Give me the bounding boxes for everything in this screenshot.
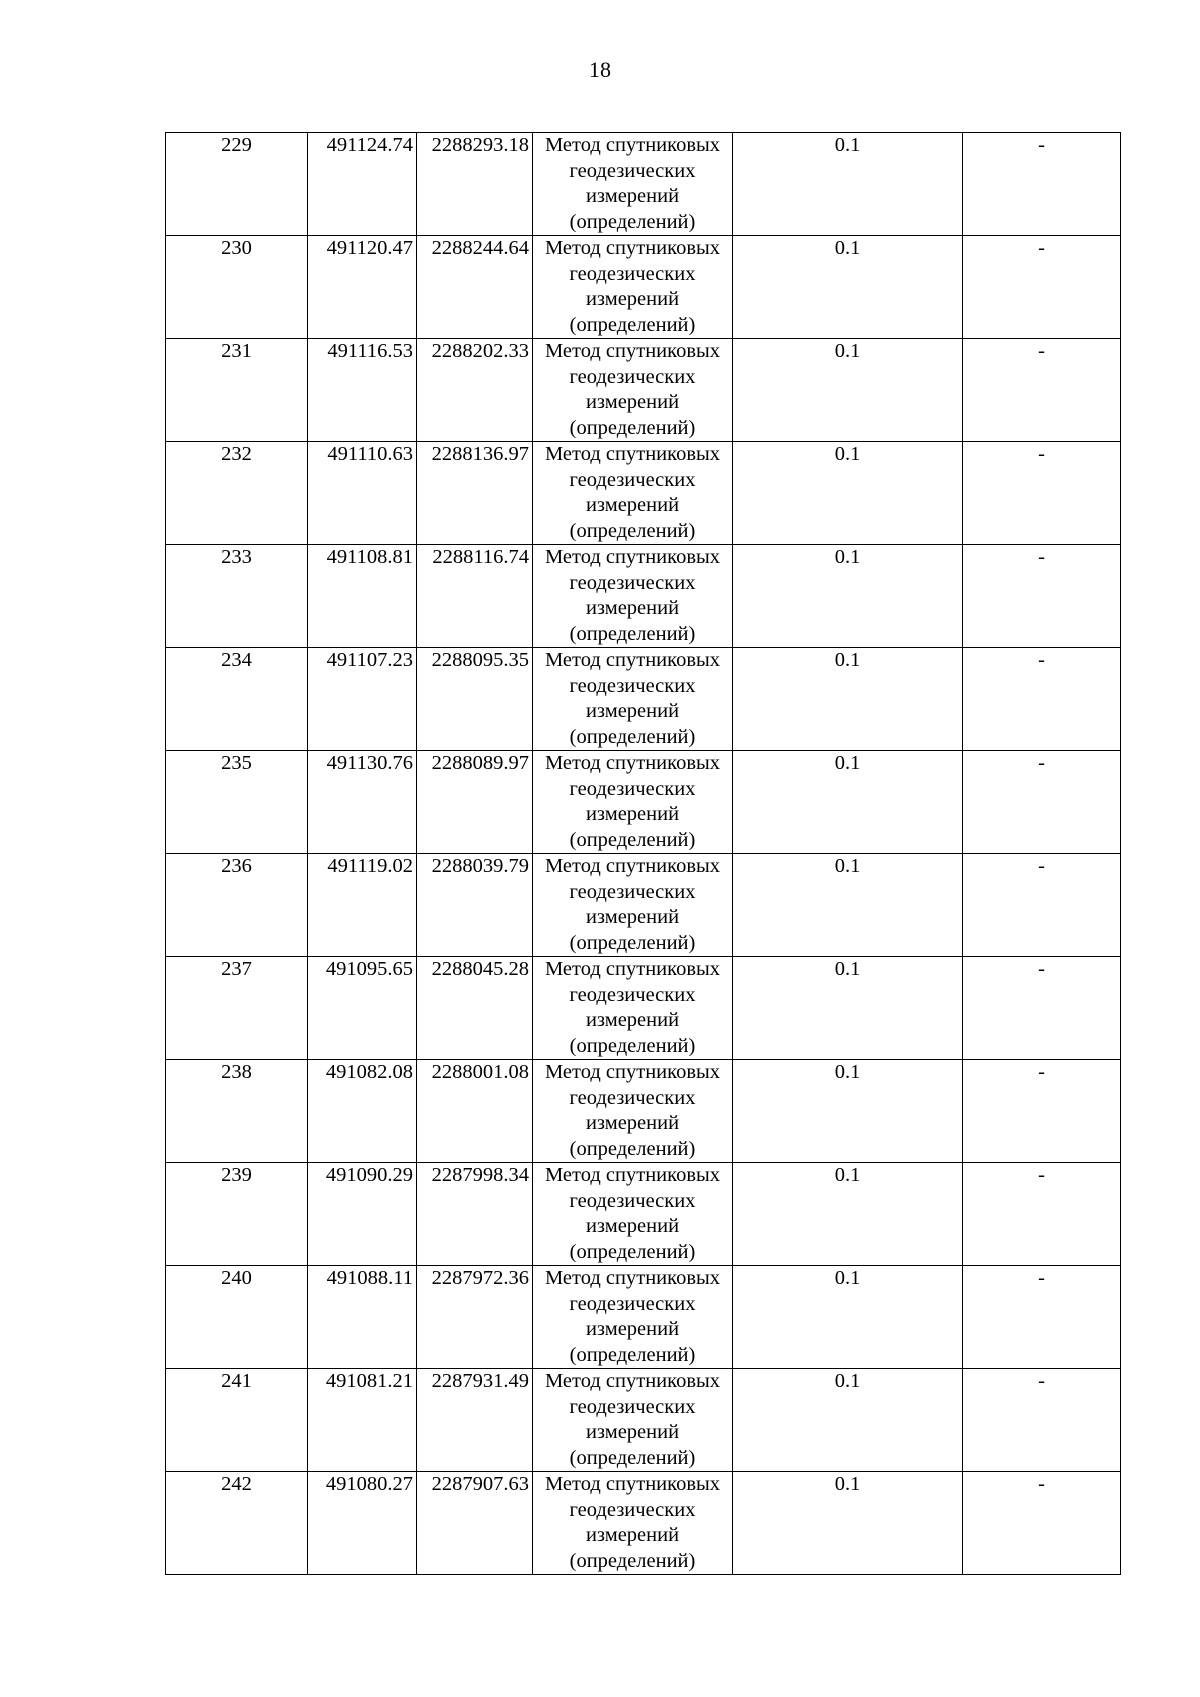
coordinates-table-body [166,133,1121,1575]
x-coordinate-cell: 491081.21 [308,1369,417,1472]
x-coordinate-cell: 491080.27 [308,1472,417,1575]
x-coordinate-cell: 491090.29 [308,1163,417,1266]
method-cell: Метод спутниковых геодезических измерений (определений) [533,751,733,854]
accuracy-cell: 0.1 [733,751,963,854]
table-row [166,1060,1121,1163]
y-coordinate-cell: 2287972.36 [417,1266,533,1369]
y-coordinate-cell: 2288293.18 [417,133,533,236]
y-coordinate-cell: 2287931.49 [417,1369,533,1472]
accuracy-cell: 0.1 [733,1060,963,1163]
table-row [166,545,1121,648]
x-coordinate-cell: 491119.02 [308,854,417,957]
accuracy-cell: 0.1 [733,133,963,236]
y-coordinate-cell: 2288089.97 [417,751,533,854]
table-row [166,854,1121,957]
note-cell: - [963,957,1121,1060]
point-number-cell: 229 [166,133,308,236]
note-cell: - [963,1060,1121,1163]
x-coordinate-cell: 491120.47 [308,236,417,339]
point-number-cell: 238 [166,1060,308,1163]
accuracy-cell: 0.1 [733,339,963,442]
point-number-cell: 241 [166,1369,308,1472]
table-row [166,339,1121,442]
table-row [166,648,1121,751]
y-coordinate-cell: 2288244.64 [417,236,533,339]
method-cell: Метод спутниковых геодезических измерений (определений) [533,442,733,545]
y-coordinate-cell: 2288039.79 [417,854,533,957]
note-cell: - [963,648,1121,751]
note-cell: - [963,236,1121,339]
table-row [166,1266,1121,1369]
table-row [166,133,1121,236]
method-cell: Метод спутниковых геодезических измерений (определений) [533,133,733,236]
method-cell: Метод спутниковых геодезических измерений (определений) [533,854,733,957]
x-coordinate-cell: 491082.08 [308,1060,417,1163]
method-cell: Метод спутниковых геодезических измерений (определений) [533,1163,733,1266]
x-coordinate-cell: 491110.63 [308,442,417,545]
y-coordinate-cell: 2288095.35 [417,648,533,751]
y-coordinate-cell: 2288202.33 [417,339,533,442]
y-coordinate-cell: 2287907.63 [417,1472,533,1575]
note-cell: - [963,854,1121,957]
point-number-cell: 240 [166,1266,308,1369]
point-number-cell: 242 [166,1472,308,1575]
note-cell: - [963,1266,1121,1369]
point-number-cell: 239 [166,1163,308,1266]
method-cell: Метод спутниковых геодезических измерений (определений) [533,1472,733,1575]
table-row [166,957,1121,1060]
point-number-cell: 233 [166,545,308,648]
accuracy-cell: 0.1 [733,442,963,545]
accuracy-cell: 0.1 [733,545,963,648]
table-row [166,442,1121,545]
x-coordinate-cell: 491107.23 [308,648,417,751]
accuracy-cell: 0.1 [733,1266,963,1369]
table-row [166,1472,1121,1575]
coordinates-table [165,132,1121,1575]
point-number-cell: 230 [166,236,308,339]
method-cell: Метод спутниковых геодезических измерений (определений) [533,545,733,648]
y-coordinate-cell: 2288001.08 [417,1060,533,1163]
point-number-cell: 235 [166,751,308,854]
accuracy-cell: 0.1 [733,1163,963,1266]
note-cell: - [963,545,1121,648]
method-cell: Метод спутниковых геодезических измерений (определений) [533,1369,733,1472]
point-number-cell: 232 [166,442,308,545]
method-cell: Метод спутниковых геодезических измерений (определений) [533,1060,733,1163]
method-cell: Метод спутниковых геодезических измерений (определений) [533,957,733,1060]
x-coordinate-cell: 491088.11 [308,1266,417,1369]
x-coordinate-cell: 491116.53 [308,339,417,442]
page-number: 18 [589,57,611,82]
table-row [166,236,1121,339]
x-coordinate-cell: 491130.76 [308,751,417,854]
note-cell: - [963,1472,1121,1575]
note-cell: - [963,339,1121,442]
point-number-cell: 231 [166,339,308,442]
y-coordinate-cell: 2288136.97 [417,442,533,545]
note-cell: - [963,751,1121,854]
x-coordinate-cell: 491095.65 [308,957,417,1060]
accuracy-cell: 0.1 [733,1369,963,1472]
table-row [166,751,1121,854]
x-coordinate-cell: 491108.81 [308,545,417,648]
table-row [166,1369,1121,1472]
method-cell: Метод спутниковых геодезических измерений (определений) [533,236,733,339]
y-coordinate-cell: 2288045.28 [417,957,533,1060]
point-number-cell: 237 [166,957,308,1060]
accuracy-cell: 0.1 [733,854,963,957]
accuracy-cell: 0.1 [733,957,963,1060]
point-number-cell: 234 [166,648,308,751]
y-coordinate-cell: 2288116.74 [417,545,533,648]
method-cell: Метод спутниковых геодезических измерений (определений) [533,648,733,751]
note-cell: - [963,442,1121,545]
point-number-cell: 236 [166,854,308,957]
accuracy-cell: 0.1 [733,236,963,339]
y-coordinate-cell: 2287998.34 [417,1163,533,1266]
note-cell: - [963,133,1121,236]
x-coordinate-cell: 491124.74 [308,133,417,236]
accuracy-cell: 0.1 [733,648,963,751]
method-cell: Метод спутниковых геодезических измерений (определений) [533,1266,733,1369]
accuracy-cell: 0.1 [733,1472,963,1575]
method-cell: Метод спутниковых геодезических измерений (определений) [533,339,733,442]
note-cell: - [963,1369,1121,1472]
note-cell: - [963,1163,1121,1266]
table-row [166,1163,1121,1266]
